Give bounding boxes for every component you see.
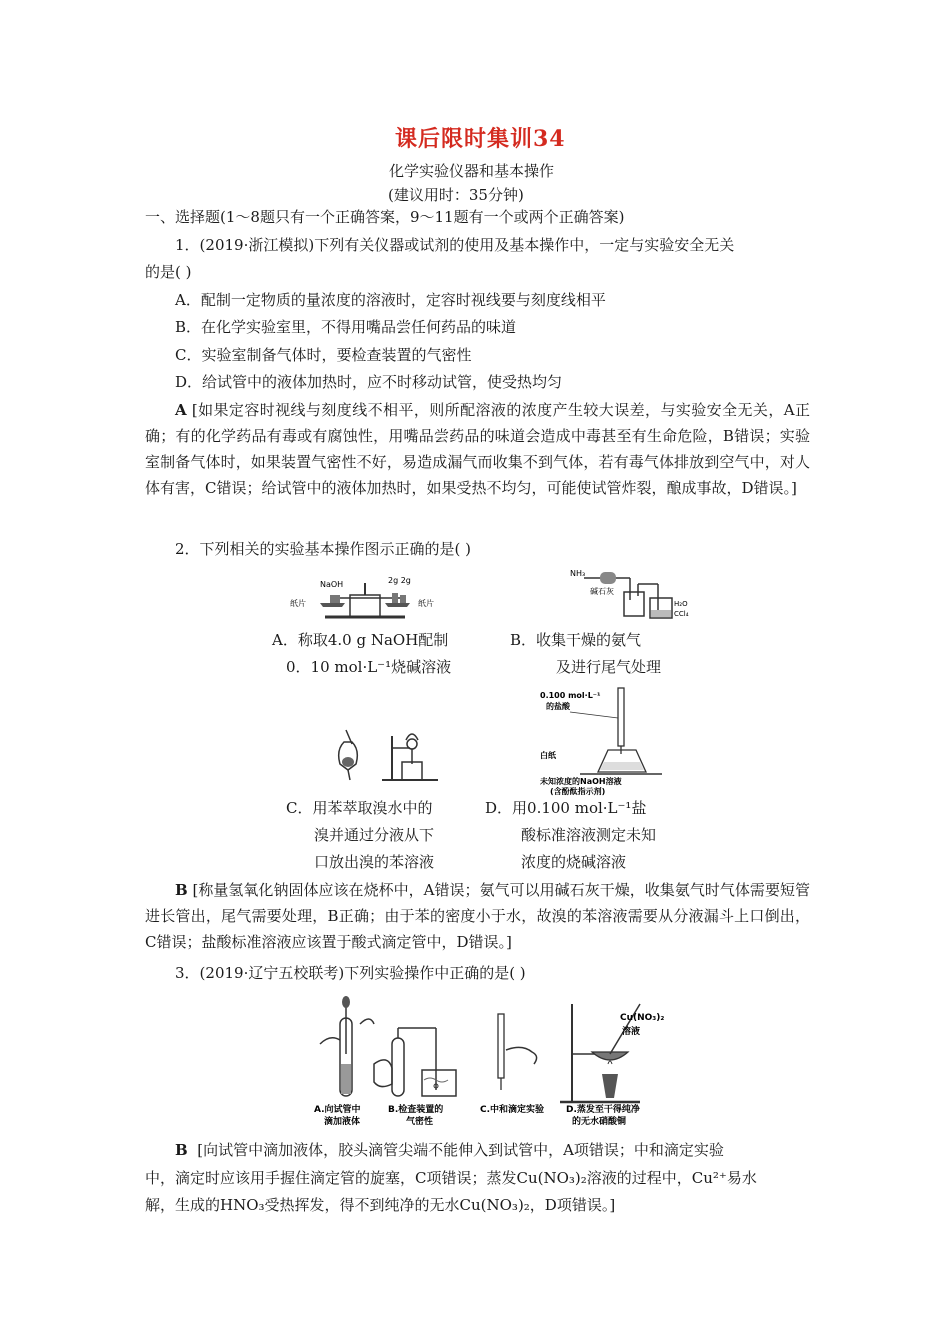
q1-option-a: A．配制一定物质的量浓度的溶液时，定容时视线要与刻度线相平 (175, 291, 606, 309)
q3-answer-line2: 中，滴定时应该用手握住滴定管的旋塞，C项错误；蒸发Cu(NO₃)₂溶液的过程中，Cu²⁺易水 (145, 1169, 757, 1187)
q2-caption-a1: A．称取4.0 g NaOH配制 (272, 631, 449, 649)
page-subtitle: 化学实验仪器和基本操作 (389, 162, 555, 180)
acid-name-label: 的盐酸 (546, 702, 570, 711)
q2-caption-a2: 0．10 mol·L⁻¹烧碱溶液 (286, 658, 452, 676)
q3-fig-b-caption2: 气密性 (406, 1117, 434, 1127)
q3-stem: 3．(2019·辽宁五校联考)下列实验操作中正确的是( ) (175, 964, 526, 982)
q2-answer (145, 877, 810, 955)
q2-stem: 2．下列相关的实验基本操作图示正确的是( ) (175, 540, 472, 558)
separatory-funnel-figure (330, 722, 450, 784)
time-hint: (建议用时：35分钟) (388, 186, 524, 204)
ammonia-collection-figure (570, 566, 700, 622)
q3-answer-line3: 解，生成的HNO₃受热挥发，得不到纯净的无水Cu(NO₃)₂，D项错误。] (145, 1196, 616, 1214)
q1-answer (145, 397, 810, 501)
q1-option-c: C．实验室制备气体时，要检查装置的气密性 (175, 346, 472, 364)
page-title: 课后限时集训34 (395, 126, 566, 152)
q3-answer-text-1: [向试管中滴加液体，胶头滴管尖端不能伸入到试管中，A项错误；中和滴定实验 (197, 1141, 724, 1159)
q2-caption-c3: 口放出溴的苯溶液 (314, 853, 435, 871)
q1-option-d: D．给试管中的液体加热时，应不时移动试管，使受热均匀 (175, 373, 563, 391)
q3-fig-a-caption2: 滴加液体 (324, 1117, 361, 1127)
h2o-label: H₂O (674, 600, 688, 608)
q2-caption-d3: 浓度的烧碱溶液 (521, 853, 627, 871)
q2-caption-b1: B．收集干燥的氨气 (510, 631, 642, 649)
q2-caption-b2: 及进行尾气处理 (556, 658, 662, 676)
q2-answer-explanation: [称量氢氧化钠固体应该在烧杯中，A错误；氨气可以用碱石灰干燥，收集氨气时气体需要短管进长管出，尾气需要处理，B正确；由于苯的密度小于水，故溴的苯溶液需要从分液漏斗上口倒出，C错误；盐酸标准溶液应该置于酸式滴定管中，D错误。] (145, 881, 810, 951)
paper-left-label: 纸片 (290, 599, 306, 608)
naoh-label: NaOH (320, 580, 344, 589)
q3-answer-line1 (175, 1137, 724, 1163)
indicator-label: (含酚酞指示剂) (550, 787, 606, 796)
q3-fig-b-caption1: B.检查装置的 (388, 1105, 444, 1115)
acid-conc-label: 0.100 mol·L⁻¹ (540, 691, 601, 700)
q3-fig-d-caption1: D.蒸发至干得纯净 (566, 1105, 640, 1115)
section-heading: 一、选择题(1～8题只有一个正确答案，9～11题有一个或两个正确答案) (145, 208, 625, 226)
q1-answer-letter: A (175, 401, 187, 419)
titration-figure (540, 688, 690, 796)
paper-right-label: 纸片 (418, 599, 434, 608)
q3-fig-a-caption1: A.向试管中 (314, 1105, 361, 1115)
solution-label: 溶液 (622, 1027, 641, 1037)
q1-stem: 1．(2019·浙江模拟)下列有关仪器或试剂的使用及基本操作中，一定与实验安全无关 (175, 236, 735, 254)
cuno3-label: Cu(NO₃)₂ (620, 1013, 665, 1023)
lime-label: 碱石灰 (590, 587, 614, 596)
q2-caption-c1: C．用苯萃取溴水中的 (286, 799, 433, 817)
base-label: 未知浓度的NaOH溶液 (540, 777, 622, 786)
q3-figure (310, 994, 670, 1134)
q3-fig-d-caption2: 的无水硝酸铜 (572, 1117, 627, 1127)
q2-caption-d2: 酸标准溶液测定未知 (521, 826, 657, 844)
q2-caption-c2: 溴并通过分液从下 (314, 826, 435, 844)
balance-figure (290, 573, 450, 625)
q2-caption-d1: D．用0.100 mol·L⁻¹盐 (485, 799, 647, 817)
q1-stem-cont: 的是( ) (145, 263, 192, 281)
weight-label: 2g 2g (388, 576, 411, 585)
q1-option-b: B．在化学实验室里，不得用嘴品尝任何药品的味道 (175, 318, 517, 336)
q2-answer-letter: B (175, 881, 188, 899)
white-paper-label: 白纸 (540, 751, 556, 760)
q3-answer-letter: B (175, 1141, 188, 1159)
ccl4-label: CCl₄ (674, 610, 689, 618)
q1-answer-explanation: [如果定容时视线与刻度线不相平，则所配溶液的浓度产生较大误差，与实验安全无关，A正确；有的化学药品有毒或有腐蚀性，用嘴品尝药品的味道会造成中毒甚至有生命危险，B错误；实验室制备气体时，如果装置气密性不好，易造成漏气而收集不到气体，若有毒气体排放到空气中，对人体有害，C错误；给试管中的液体加热时，如果受热不均匀，可能使试管炸裂，酿成事故，D错误。] (145, 401, 810, 497)
nh3-label: NH₃ (570, 569, 586, 578)
q3-fig-c-caption: C.中和滴定实验 (480, 1105, 545, 1115)
